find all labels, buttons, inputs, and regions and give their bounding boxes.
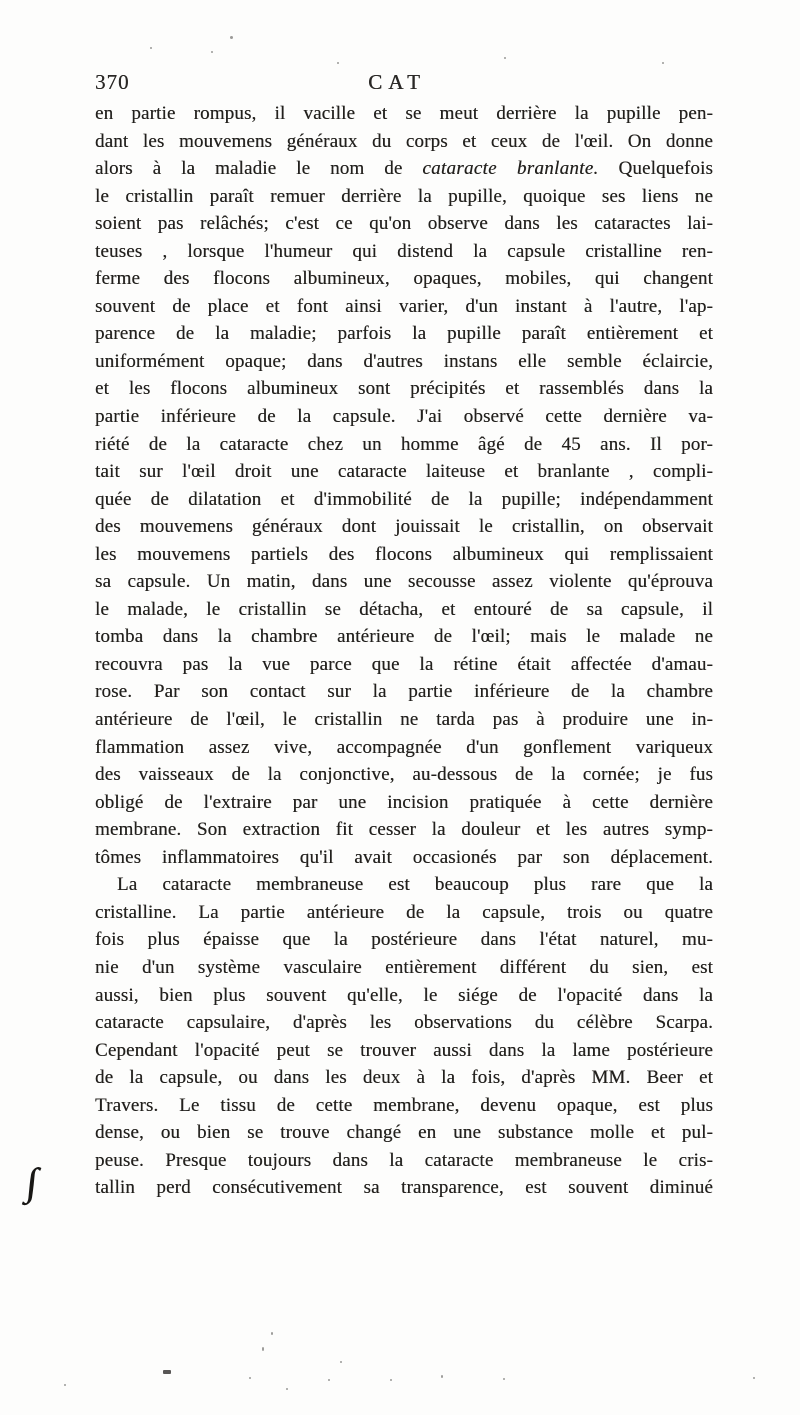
text-line: partie inférieure de la capsule. J'ai observé cette dernière va- [95,406,713,428]
text-line: dant les mouvemens généraux du corps et ceux de l'œil. On donne [95,130,713,152]
margin-ink-mark: ∫ [23,1158,40,1205]
text-line: fois plus épaisse que la postérieure dans l'état naturel, mu- [95,929,713,951]
text-line: parence de la maladie; parfois la pupille paraît entièrement et [95,323,713,345]
text-line-with-italic [95,155,713,183]
scan-speck [441,1375,443,1378]
running-header [95,70,713,98]
scan-speck [230,36,233,39]
text-line: rose. Par son contact sur la partie inférieure de la chambre [95,681,713,703]
body-text [95,100,713,1202]
scan-speck [340,1361,342,1363]
text-line: obligé de l'extraire par une incision pratiquée à cette dernière [95,791,713,813]
text-line: le malade, le cristallin se détacha, et entouré de sa capsule, il [95,598,713,620]
text-line: cataracte capsulaire, d'après les observations du célèbre Scarpa. [95,1012,713,1034]
text-line: des mouvemens généraux dont jouissait le cristallin, on observait [95,516,713,538]
text-line: dense, ou bien se trouve changé en une substance molle et pul- [95,1122,713,1144]
scan-speck [503,1378,505,1380]
page-number: 370 [95,70,130,94]
scan-speck [753,1377,755,1379]
text-line: cristalline. La partie antérieure de la capsule, trois ou quatre [95,901,713,923]
scan-speck [328,1379,330,1381]
scan-speck [271,1332,273,1335]
scan-speck [262,1347,264,1351]
text-line: quée de dilatation et d'immobilité de la pupille; indépendamment [95,488,713,510]
text-line: uniformément opaque; dans d'autres instans elle semble éclaircie, [95,350,713,372]
text-line: tallin perd consécutivement sa transparence, est souvent diminué [95,1177,713,1199]
scan-speck [662,62,664,64]
scan-speck [249,1377,251,1379]
text-line: souvent de place et font ainsi varier, d'un instant à l'autre, l'ap- [95,295,713,317]
italic-term: cataracte branlante. [422,158,599,180]
text-line: en partie rompus, il vacille et se meut derrière la pupille pen- [95,103,713,124]
text-line: aussi, bien plus souvent qu'elle, le siége de l'opacité dans la [95,984,713,1006]
text-line: antérieure de l'œil, le cristallin ne tarda pas à produire une in- [95,709,713,731]
scan-speck [163,1370,171,1374]
text-line: et les flocons albumineux sont précipités et rassemblés dans la [95,378,713,400]
text-line: sa capsule. Un matin, dans une secousse assez violente qu'éprouva [95,571,713,593]
text-line: peuse. Presque toujours dans la cataracte membraneuse le cris- [95,1149,713,1171]
text-line: ferme des flocons albumineux, opaques, mobiles, qui changent [95,268,713,290]
text-line: tômes inflammatoires qu'il avait occasionés par son déplacement. [95,846,713,868]
text-line: des vaisseaux de la conjonctive, au-dessous de la cornée; je fus [95,764,713,786]
text-line: riété de la cataracte chez un homme âgé de 45 ans. Il por- [95,433,713,455]
scan-speck [286,1388,288,1390]
text-line: flammation assez vive, accompagnée d'un gonflement variqueux [95,736,713,758]
text-line: teuses , lorsque l'humeur qui distend la capsule cristalline ren- [95,240,713,262]
text-line: recouvra pas la vue parce que la rétine était affectée d'amau- [95,653,713,675]
scan-speck [337,62,339,64]
text-line: membrane. Son extraction fit cesser la douleur et les autres symp- [95,819,713,841]
scan-speck [504,57,506,59]
text-line: tomba dans la chambre antérieure de l'œil; mais le malade ne [95,626,713,648]
scan-speck [150,47,152,49]
text-line: Cependant l'opacité peut se trouver aussi dans la lame postérieure [95,1039,713,1061]
text-line: tait sur l'œil droit une cataracte laiteuse et branlante , compli- [95,461,713,483]
text-line: Travers. Le tissu de cette membrane, devenu opaque, est plus [95,1094,713,1116]
text-line: soient pas relâchés; c'est ce qu'on observe dans les cataractes lai- [95,213,713,235]
scan-speck [211,51,213,53]
text-line: nie d'un système vasculaire entièrement différent du sien, est [95,956,713,978]
running-title: CAT [368,70,426,94]
text-segment: Quelquefois [598,158,713,180]
paragraph-start-line: La cataracte membraneuse est beaucoup plus rare que la [117,874,713,896]
text-line: les mouvemens partiels des flocons albumineux qui remplissaient [95,543,713,565]
text-segment: alors à la maladie le nom de [95,158,423,180]
text-line: de la capsule, ou dans les deux à la fois, d'après MM. Beer et [95,1067,713,1089]
scan-speck [64,1384,66,1386]
text-line: le cristallin paraît remuer derrière la pupille, quoique ses liens ne [95,185,713,207]
scan-speck [390,1379,392,1381]
